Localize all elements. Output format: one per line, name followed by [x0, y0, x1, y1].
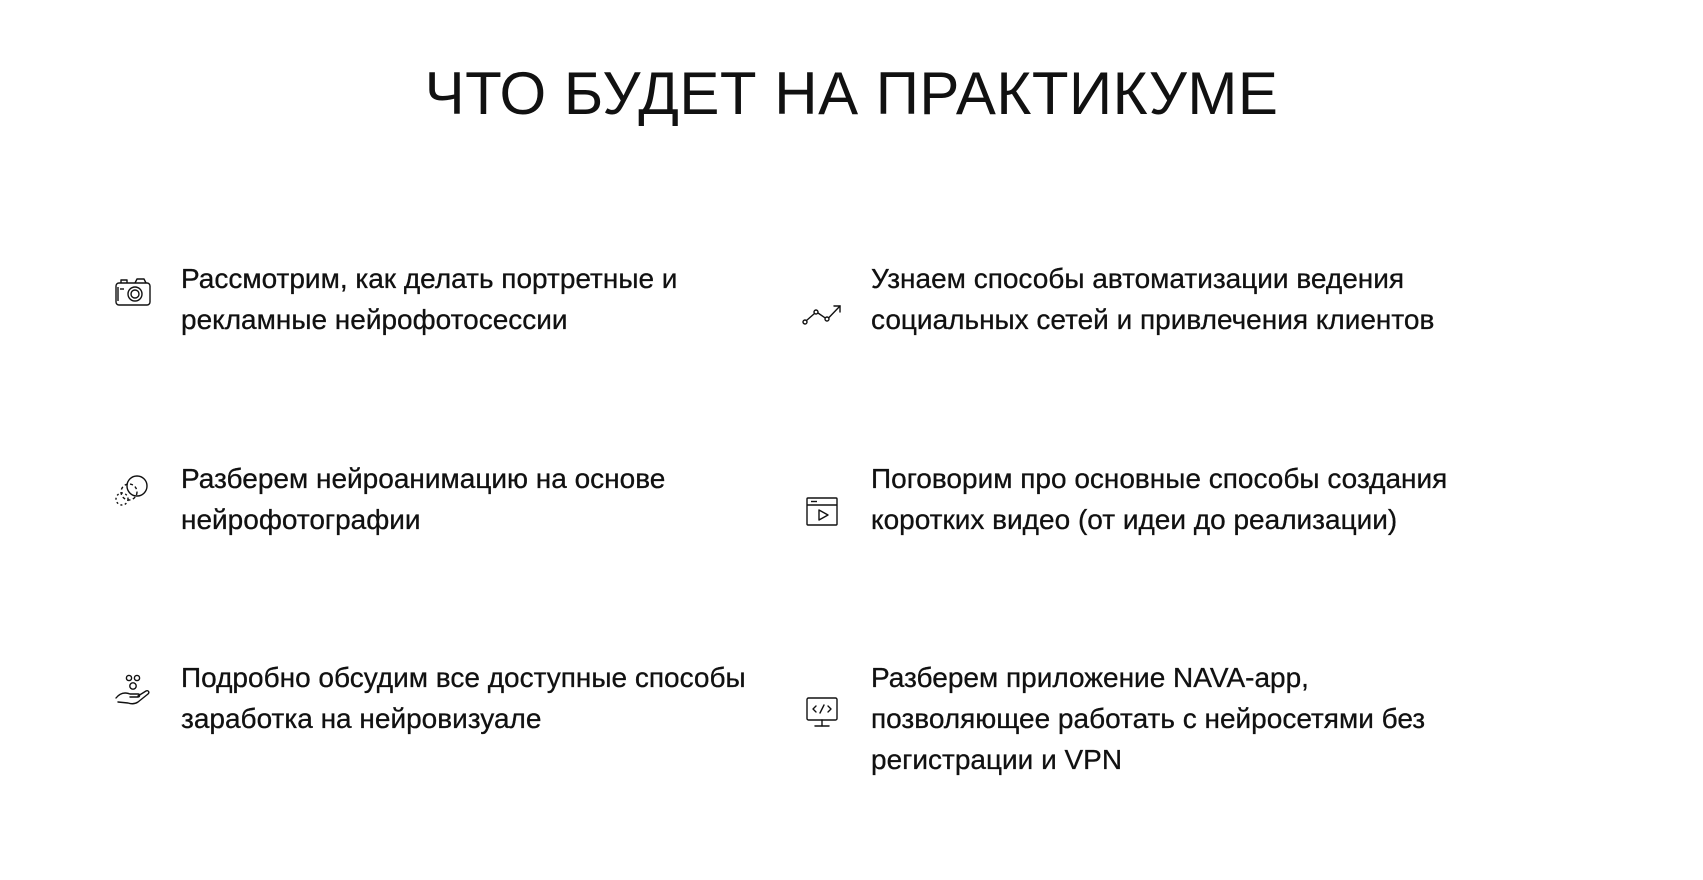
hand-coins-icon [113, 671, 153, 711]
camera-icon [113, 272, 153, 312]
feature-text: Разберем приложение NAVA-app, позволяющее работать с нейросетями без регистрации и VPN [871, 662, 1426, 775]
growth-line-icon [802, 295, 842, 335]
video-window-icon [802, 492, 842, 532]
code-monitor-icon [802, 693, 842, 733]
feature-text: Поговорим про основные способы создания коротких видео (от идеи до реализации) [871, 463, 1448, 535]
feature-text: Разберем нейроанимацию на основе нейрофотографии [181, 463, 666, 535]
feature-text: Узнаем способы автоматизации ведения социальных сетей и привлечения клиентов [871, 263, 1435, 335]
section-title: ЧТО БУДЕТ НА ПРАКТИКУМЕ [424, 60, 1279, 127]
feature-text: Рассмотрим, как делать портретные и рекламные нейрофотосессии [181, 263, 678, 335]
feature-text: Подробно обсудим все доступные способы заработка на нейровизуале [181, 662, 746, 734]
circles-animation-icon [113, 472, 153, 512]
